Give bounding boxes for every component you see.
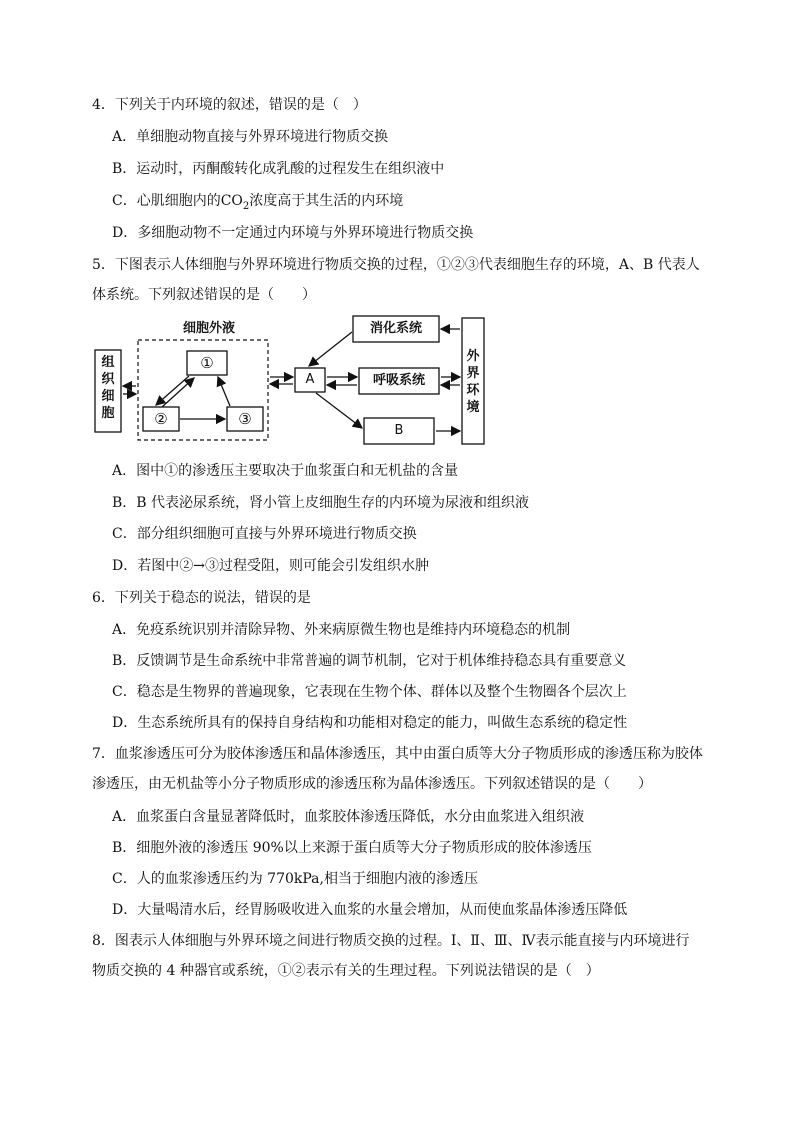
question-5-stem-line-1: 5．下图表示人体细胞与外界环境进行物质交换的过程，①②③代表细胞生存的环境，A、B 代表人 [92, 257, 700, 273]
question-7-option-a: A．血浆蛋白含量显著降低时，血浆胶体渗透压降低，水分由血浆进入组织液 [112, 809, 585, 825]
extracellular-fluid-label: 细胞外液 [182, 321, 235, 336]
co2-text: CO [220, 193, 243, 209]
question-4-option-c [112, 186, 712, 216]
question-5-option-b: B．B 代表泌尿系统，肾小管上皮细胞生存的内环境为尿液和组织液 [112, 495, 530, 511]
external-environment-label [464, 348, 482, 416]
question-6-option-a: A．免疫系统识别并清除异物、外来病原微生物也是维持内环境稳态的机制 [112, 622, 571, 638]
external-char-4: 境 [466, 400, 480, 415]
question-7-stem-line-2: 渗透压，由无机盐等小分子物质形成的渗透压称为晶体渗透压。下列叙述错误的是（ ） [92, 776, 652, 792]
question-7-stem-line-1: 7．血浆渗透压可分为胶体渗透压和晶体渗透压，其中由蛋白质等大分子物质形成的渗透压称为胶体 [92, 746, 703, 762]
external-char-2: 界 [466, 366, 480, 381]
external-char-3: 环 [466, 383, 480, 398]
question-6-option-d: D．生态系统所具有的保持自身结构和功能相对稳定的能力，叫做生态系统的稳定性 [112, 715, 628, 731]
question-8-stem-line-1: 8．图表示人体细胞与外界环境之间进行物质交换的过程。Ⅰ、Ⅱ、Ⅲ、Ⅳ表示能直接与内环境进行 [92, 933, 690, 949]
question-4-option-d: D．多细胞动物不一定通过内环境与外界环境进行物质交换 [112, 225, 474, 241]
co2-formula [220, 193, 250, 212]
question-4-option-c-tail: 浓度高于其生活的内环境 [249, 193, 404, 209]
label-2: ② [154, 410, 168, 428]
exchange-diagram [90, 314, 486, 454]
respiratory-system-label: 呼吸系统 [372, 373, 425, 388]
digestive-system-label: 消化系统 [369, 321, 422, 336]
label-1: ① [200, 354, 214, 372]
question-5-stem [92, 250, 732, 310]
external-char-1: 外 [466, 349, 480, 364]
tissue-char-1: 组 [101, 355, 115, 370]
tissue-char-2: 织 [101, 372, 115, 387]
question-7-stem [92, 739, 732, 799]
question-6-option-c: C．稳态是生物界的普遍现象，它表现在生物个体、群体以及整个生物圈各个层次上 [112, 684, 627, 700]
question-7-option-b: B．细胞外液的渗透压 90%以上来源于蛋白质等大分子物质形成的胶体渗透压 [112, 840, 592, 856]
question-6-stem-text: 6．下列关于稳态的说法，错误的是 [92, 590, 311, 606]
question-4-option-a: A．单细胞动物直接与外界环境进行物质交换 [112, 129, 389, 145]
tissue-char-3: 细 [101, 389, 115, 404]
label-b: B [394, 423, 404, 438]
question-8-stem-line-2: 物质交换的 4 种器官或系统，①②表示有关的生理过程。下列说法错误的是（ ） [92, 963, 600, 979]
question-4-option-c-head: C．心肌细胞内的 [112, 193, 221, 209]
question-7-option-c: C．人的血浆渗透压约为 770kPa,相当于细胞内液的渗透压 [112, 871, 478, 887]
question-5-option-d: D．若图中②→③过程受阻，则可能会引发组织水肿 [112, 558, 429, 574]
label-3: ③ [238, 410, 252, 428]
question-6-option-b: B．反馈调节是生命系统中非常普遍的调节机制，它对于机体维持稳态具有重要意义 [112, 653, 627, 669]
question-6-stem [92, 583, 712, 613]
question-8-stem [92, 926, 732, 986]
label-a: A [305, 372, 315, 387]
question-5-option-c: C．部分组织细胞可直接与外界环境进行物质交换 [112, 526, 417, 542]
co2-subscript: 2 [242, 200, 250, 212]
question-4-stem [92, 90, 712, 120]
tissue-cell-label [99, 354, 117, 422]
question-4-stem-text: 4．下列关于内环境的叙述，错误的是（ ） [92, 97, 367, 113]
question-4-option-b: B．运动时，丙酮酸转化成乳酸的过程发生在组织液中 [112, 161, 445, 177]
question-5-stem-line-2: 体系统。下列叙述错误的是（ ） [92, 287, 316, 303]
question-5-option-a: A．图中①的渗透压主要取决于血浆蛋白和无机盐的含量 [112, 463, 459, 479]
tissue-char-4: 胞 [101, 406, 115, 421]
question-7-option-d: D．大量喝清水后，经胃肠吸收进入血浆的水量会增加，从而使血浆晶体渗透压降低 [112, 902, 628, 918]
